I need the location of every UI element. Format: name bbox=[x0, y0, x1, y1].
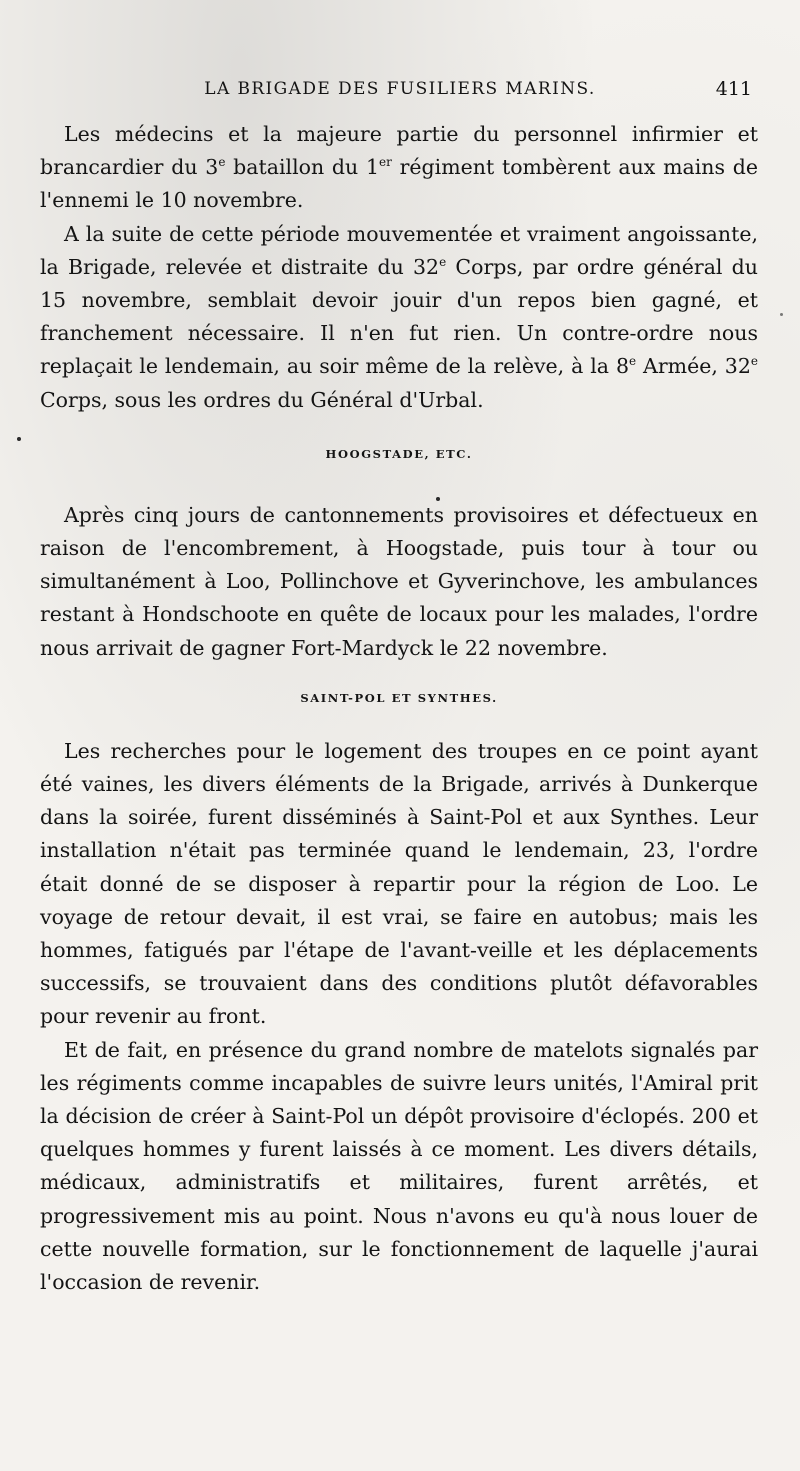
paragraph-3: Après cinq jours de cantonnements provisoires et défectueux en raison de l'encombrement, à Hoogstade, puis tour à tour ou simultanément à Loo, Pollinchove et Gyverinchove, les ambulances restant à Hondschoote en quête de locaux pour les malades, l'ordre nous arrivait de gagner Fort-Mardyck le 22 novembre. bbox=[40, 502, 758, 660]
superscript: e bbox=[218, 155, 226, 170]
print-speck bbox=[17, 437, 21, 441]
paragraph-2 bbox=[40, 218, 758, 417]
section-heading-hoogstade: HOOGSTADE, ETC. bbox=[325, 446, 473, 461]
print-speck bbox=[780, 313, 783, 316]
section-heading-saint-pol: SAINT-POL ET SYNTHES. bbox=[300, 690, 498, 705]
superscript: e bbox=[439, 254, 447, 269]
paragraph-2-text-c: Armée, 32 bbox=[636, 354, 751, 379]
superscript: er bbox=[379, 155, 392, 170]
paragraph-5: Et de fait, en présence du grand nombre de matelots signalés par les régiments comme incapables de suivre leurs unités, l'Amiral prit la décision de créer à Saint-Pol un dépôt provisoire d'éclopés. 200 et quelques hommes y furent laissés à ce moment. Les divers détails, médicaux, administratifs et militaires, furent arrêtés, et progressivement mis au point. Nous n'avons eu qu'à nous louer de cette nouvelle formation, sur le fonctionnement de laquelle j'aurai l'occasion de revenir. bbox=[40, 1037, 758, 1295]
paragraph-1-text-c: régiment tombèrent aux mains de l'ennemi le 10 novembre. bbox=[40, 155, 759, 213]
running-header bbox=[40, 74, 760, 104]
paragraph-2-text-a: A la suite de cette période mouvementée et vraiment angoissante, la Brigade, relevée et distraite du 32 bbox=[40, 221, 758, 279]
paragraph-1 bbox=[40, 118, 758, 218]
body-text bbox=[40, 118, 758, 1299]
paragraph-2-text-d: Corps, sous les ordres du Général d'Urbal. bbox=[40, 387, 484, 412]
superscript: e bbox=[629, 354, 637, 369]
paragraph-1-text-b: bataillon du 1 bbox=[225, 155, 380, 180]
page-number: 411 bbox=[715, 78, 752, 100]
paragraph-1-text-a: Les médecins et la majeure partie du personnel infirmier et brancardier du 3 bbox=[40, 122, 758, 180]
print-speck bbox=[436, 497, 440, 501]
superscript: e bbox=[750, 354, 758, 369]
paragraph-2-text-b: Corps, par ordre général du 15 novembre, semblait devoir jouir d'un repos bien gagné, et franchement nécessaire. Il n'en fut rien. Un contre-ordre nous replaçait le lendemain, au soir même de la relève, à la 8 bbox=[40, 254, 759, 379]
running-title: LA BRIGADE DES FUSILIERS MARINS. bbox=[204, 79, 596, 99]
paragraph-4: Les recherches pour le logement des troupes en ce point ayant été vaines, les divers éléments de la Brigade, arrivés à Dunkerque dans la soirée, furent disséminés à Saint-Pol et aux Synthes. Leur installation n'était pas terminée quand le lendemain, 23, l'ordre était donné de se disposer à repartir pour la région de Loo. Le voyage de retour devait, il est vrai, se faire en autobus; mais les hommes, fatigués par l'étape de l'avant-veille et les déplacements successifs, se trouvaient dans des conditions plutôt défavorables pour revenir au front. bbox=[40, 738, 758, 1029]
